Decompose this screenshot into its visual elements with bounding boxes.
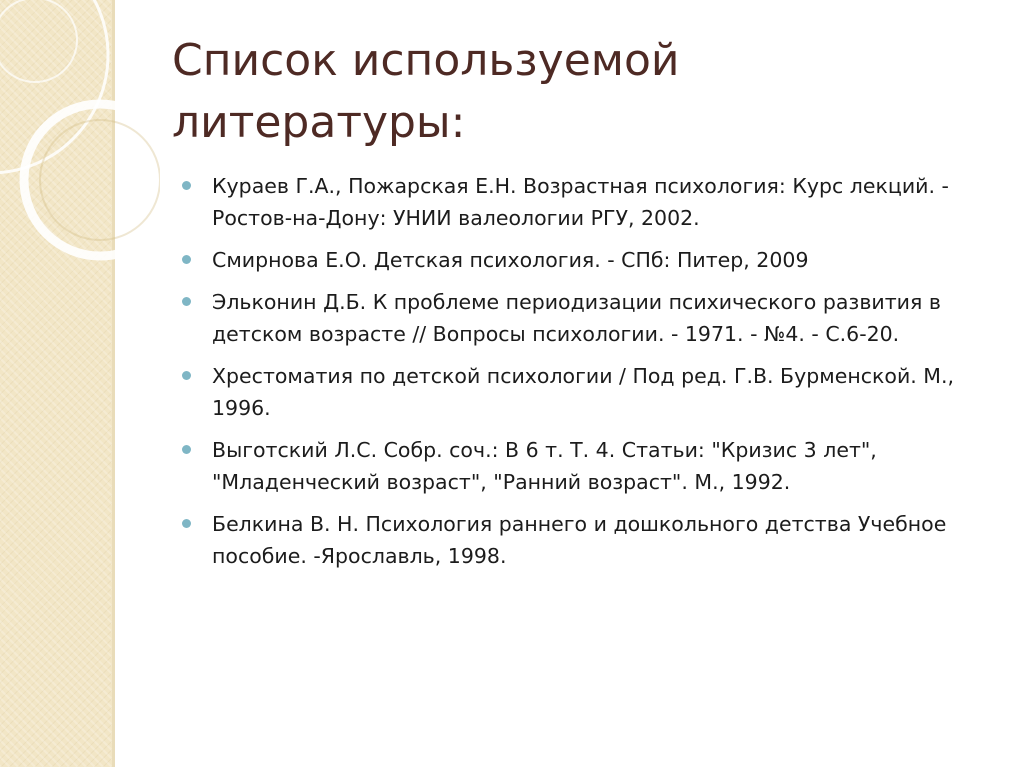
ring-small — [0, 0, 77, 82]
reference-text: Белкина В. Н. Психология раннего и дошкольного детства Учебное пособие. -Ярославль, 1998. — [212, 512, 947, 568]
ring-large — [0, 0, 108, 173]
reference-list — [182, 170, 982, 582]
reference-text: Смирнова Е.О. Детская психология. - СПб: Питер, 2009 — [212, 248, 809, 272]
ring-medium — [24, 104, 160, 256]
reference-text: Эльконин Д.Б. К проблеме периодизации психического развития в детском возрасте // Вопросы психологии. - 1971. - №4. - С.6-20. — [212, 290, 941, 346]
bullet-icon — [182, 519, 191, 528]
reference-item — [182, 244, 982, 276]
bullet-icon — [182, 371, 191, 380]
reference-item — [182, 170, 982, 234]
slide-title: Список используемой литературы: — [172, 35, 680, 148]
decorative-rings — [0, 0, 160, 300]
bullet-icon — [182, 445, 191, 454]
reference-item — [182, 360, 982, 424]
reference-text: Выготский Л.С. Собр. соч.: В 6 т. Т. 4. Статьи: "Кризис 3 лет", "Младенческий возраст", "Ранний возраст". М., 1992. — [212, 438, 877, 494]
reference-item — [182, 434, 982, 498]
bullet-icon — [182, 297, 191, 306]
reference-text: Хрестоматия по детской психологии / Под ред. Г.В. Бурменской. М., 1996. — [212, 364, 955, 420]
bullet-icon — [182, 255, 191, 264]
bullet-icon — [182, 181, 191, 190]
ring-inner — [40, 120, 160, 240]
reference-item — [182, 286, 982, 350]
reference-text: Кураев Г.А., Пожарская Е.Н. Возрастная психология: Курс лекций. - Ростов-на-Дону: УНИИ валеологии РГУ, 2002. — [212, 174, 949, 230]
reference-item — [182, 508, 982, 572]
